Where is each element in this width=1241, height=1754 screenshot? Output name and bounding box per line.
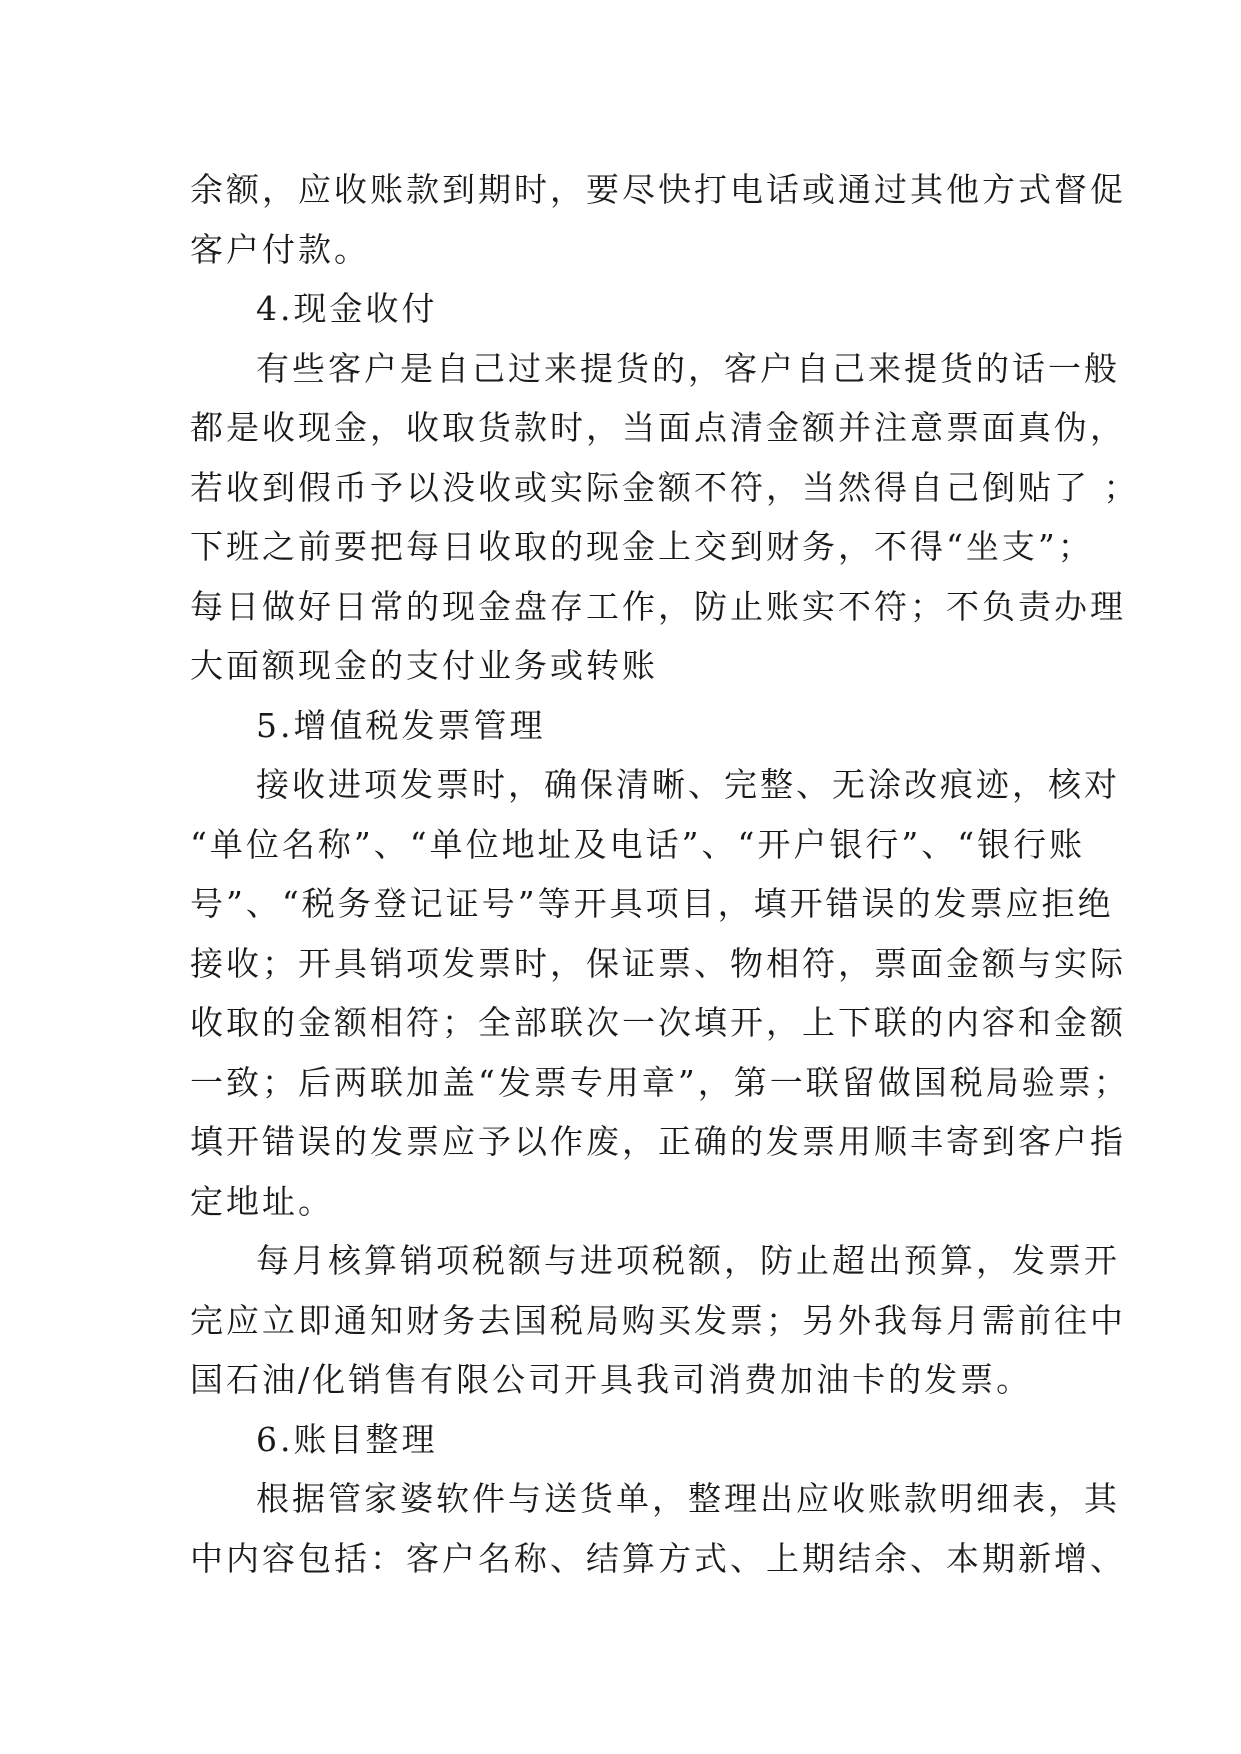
text-line: 一致；后两联加盖“发票专用章”，第一联留做国税局验票； — [190, 1062, 1130, 1102]
document-page — [190, 160, 1140, 1588]
text-line: 每月核算销项税额与进项税额，防止超出预算，发票开 — [256, 1241, 1120, 1280]
text-line: 号”、“税务登记证号”等开具项目，填开错误的发票应拒绝 — [190, 884, 1114, 923]
text-line: 若收到假币予以没收或实际金额不符，当然得自己倒贴了 ； — [190, 467, 1140, 507]
section-heading: 4.现金收付 — [256, 289, 438, 328]
text-line: 下班之前要把每日收取的现金上交到财务，不得“坐支”； — [190, 527, 1094, 566]
text-line: 接收；开具销项发票时，保证票、物相符，票面金额与实际 — [190, 943, 1126, 983]
text-line: 收取的金额相符；全部联次一次填开，上下联的内容和金额 — [190, 1003, 1126, 1042]
text-line: 都是收现金，收取货款时，当面点清金额并注意票面真伪， — [190, 408, 1126, 447]
text-line: 定地址。 — [190, 1181, 334, 1221]
section-heading: 6.账目整理 — [256, 1419, 438, 1459]
section-heading: 5.增值税发票管理 — [256, 705, 546, 745]
text-line: 国石油/化销售有限公司开具我司消费加油卡的发票。 — [190, 1360, 1033, 1399]
text-line: 每日做好日常的现金盘存工作，防止账实不符；不负责办理 — [190, 586, 1126, 626]
text-line: 填开错误的发票应予以作废，正确的发票用顺丰寄到客户指 — [190, 1122, 1126, 1161]
text-line: 有些客户是自己过来提货的，客户自己来提货的话一般 — [256, 348, 1120, 388]
text-line: 接收进项发票时，确保清晰、完整、无涂改痕迹，核对 — [256, 765, 1120, 804]
text-line: “单位名称”、“单位地址及电话”、“开户银行”、“银行账 — [190, 824, 1086, 864]
text-line: 中内容包括：客户名称、结算方式、上期结余、本期新增、 — [190, 1538, 1126, 1578]
text-line: 大面额现金的支付业务或转账 — [190, 646, 658, 685]
text-line: 根据管家婆软件与送货单，整理出应收账款明细表，其 — [256, 1479, 1120, 1518]
text-line: 完应立即通知财务去国税局购买发票；另外我每月需前往中 — [190, 1300, 1126, 1340]
text-line: 余额，应收账款到期时，要尽快打电话或通过其他方式督促 — [190, 170, 1126, 209]
text-line: 客户付款。 — [190, 229, 370, 269]
